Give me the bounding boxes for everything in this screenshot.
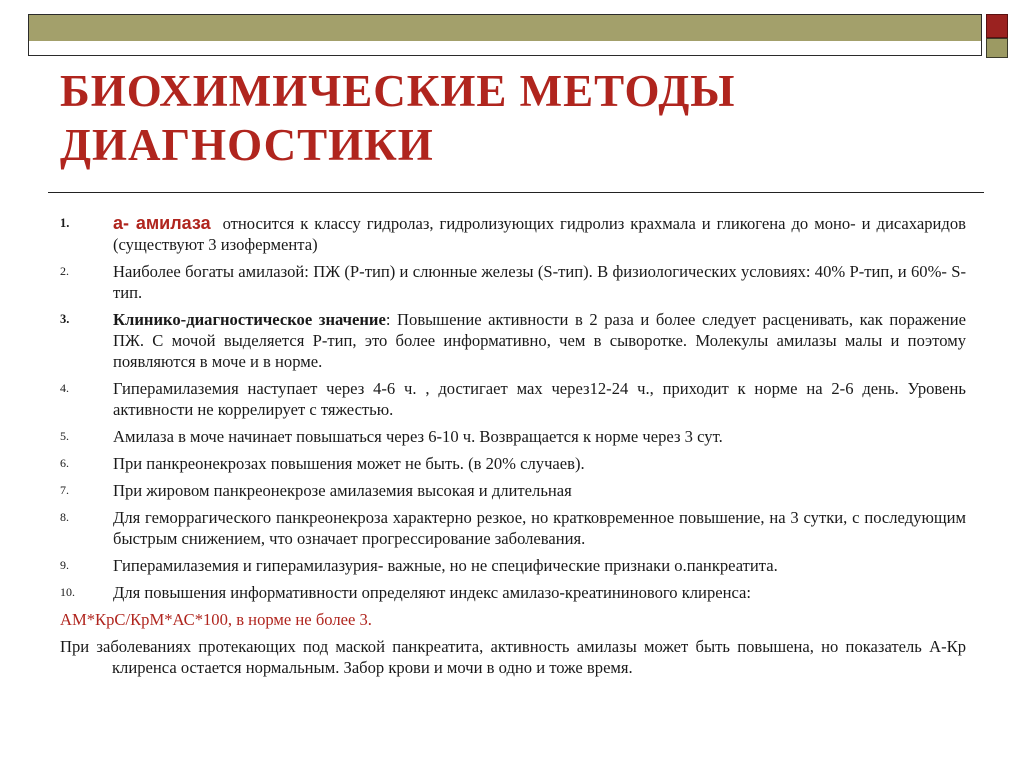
item-body: : Повышение активности в 2 раза и более следует расценивать, как поражение ПЖ. С мочой выделяется Р-тип, это более информативно, чем в сыворотке. Молекулы амилазы малы и поэтому появляются в моче и в норме. bbox=[113, 310, 966, 371]
closing-paragraph: При заболеваниях протекающих под маской панкреатита, активность амилазы может быть повышена, но показатель А-Кр клиренса остается нормальным. Забор крови и мочи в одно и тоже время. bbox=[60, 637, 966, 677]
list-item bbox=[60, 261, 966, 303]
list-item bbox=[60, 213, 966, 255]
slide-body bbox=[60, 213, 966, 684]
item-number: 7. bbox=[60, 483, 69, 497]
list-item bbox=[60, 582, 966, 603]
item-text: При панкреонекрозах повышения может не быть. (в 20% случаев). bbox=[113, 454, 585, 473]
item-text: Гиперамилаземия и гиперамилазурия- важные, но не специфические признаки о.панкреатита. bbox=[113, 556, 778, 575]
item-body: относится к классу гидролаз, гидролизующих гидролиз крахмала и гликогена до моно- и дисахаридов (существуют 3 изофермента) bbox=[113, 214, 966, 254]
item-number: 4. bbox=[60, 381, 69, 395]
slide-title bbox=[60, 64, 960, 172]
header-band-base bbox=[28, 41, 982, 56]
list-item bbox=[60, 309, 966, 372]
list-item bbox=[60, 426, 966, 447]
list-item bbox=[60, 480, 966, 501]
item-number: 9. bbox=[60, 558, 69, 572]
item-text: Амилаза в моче начинает повышаться через 6-10 ч. Возвращается к норме через 3 сут. bbox=[113, 427, 723, 446]
item-number: 2. bbox=[60, 264, 69, 278]
formula-line: АМ*КрС/КрМ*АС*100, в норме не более 3. bbox=[60, 610, 372, 629]
item-number: 1. bbox=[60, 216, 70, 230]
header-band bbox=[28, 14, 982, 43]
title-line-2: ДИАГНОСТИКИ bbox=[60, 120, 434, 170]
item-number: 6. bbox=[60, 456, 69, 470]
red-square-decoration bbox=[986, 14, 1008, 38]
item-number: 10. bbox=[60, 585, 75, 599]
item-text: Для повышения информативности определяют индекс амилазо-креатининового клиренса: bbox=[113, 583, 752, 602]
item-number: 3. bbox=[60, 312, 70, 326]
title-divider bbox=[48, 192, 984, 193]
item-text: При жировом панкреонекрозе амилаземия высокая и длительная bbox=[113, 481, 572, 500]
list-item bbox=[60, 507, 966, 549]
item-text bbox=[113, 213, 966, 255]
list-item bbox=[60, 555, 966, 576]
list-item bbox=[60, 378, 966, 420]
list-item bbox=[60, 453, 966, 474]
clinical-significance-term: Клинико-диагностическое значение bbox=[113, 310, 386, 329]
item-number: 8. bbox=[60, 510, 69, 524]
item-text bbox=[113, 309, 966, 372]
item-text: Гиперамилаземия наступает через 4-6 ч. , достигает мах через12-24 ч., приходит к норме на 2-6 день. Уровень активности не коррелирует с тяжестью. bbox=[113, 379, 966, 419]
item-text: Наиболее богаты амилазой: ПЖ (Р-тип) и слюнные железы (S-тип). В физиологических условиях: 40% Р-тип, и 60%- S-тип. bbox=[113, 262, 966, 302]
amylase-term: а- амилаза bbox=[113, 213, 211, 233]
olive-square-decoration bbox=[986, 38, 1008, 58]
item-number: 5. bbox=[60, 429, 69, 443]
title-line-1: БИОХИМИЧЕСКИЕ МЕТОДЫ bbox=[60, 66, 736, 116]
item-text: Для геморрагического панкреонекроза характерно резкое, но кратковременное повышение, на 3 сутки, с последующим быстрым снижением, что означает прогрессирование заболевания. bbox=[113, 508, 966, 548]
